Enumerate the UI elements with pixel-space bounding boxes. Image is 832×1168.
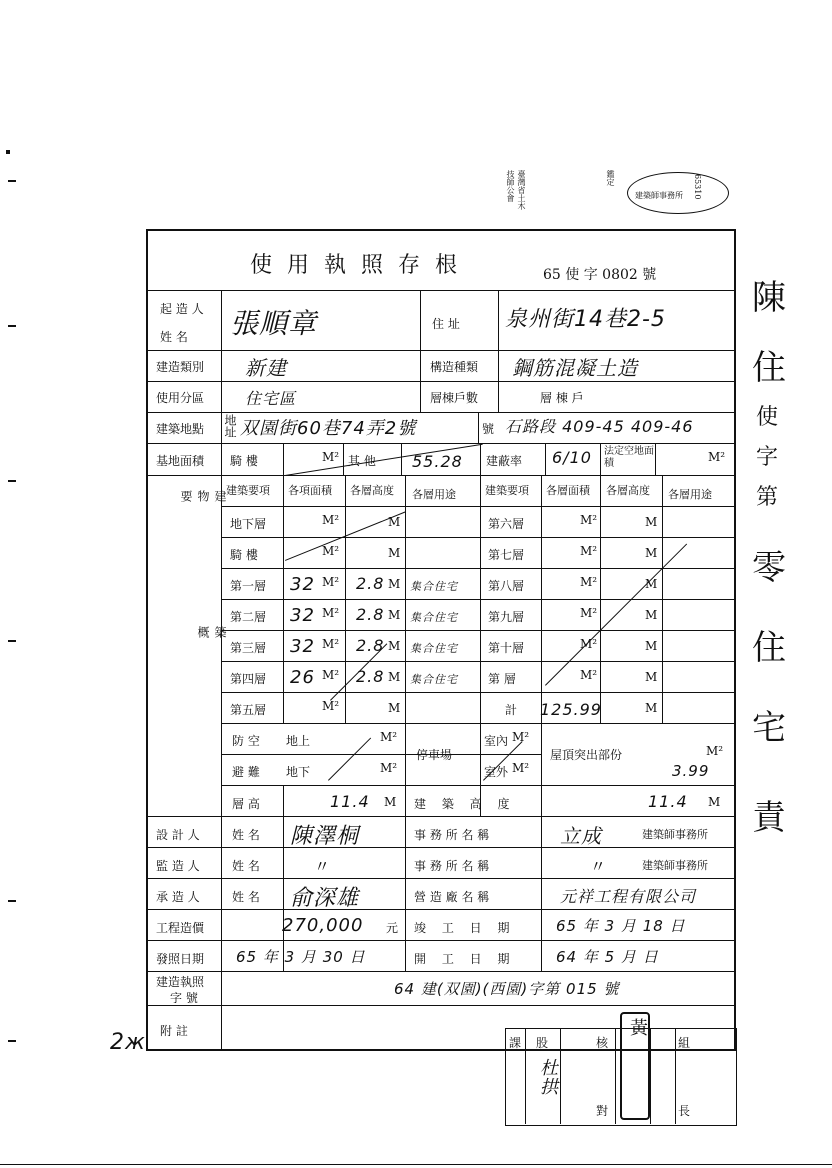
unit-m2: M²	[380, 730, 398, 744]
col-header: 各項面積	[288, 484, 332, 497]
notes-label: 附 註	[160, 1024, 188, 1038]
floor-name: 騎 樓	[230, 548, 258, 562]
rule	[146, 816, 736, 817]
zone-value: 住宅區	[245, 389, 297, 408]
unit-m2: M²	[322, 668, 340, 682]
rule	[221, 630, 736, 631]
unit-m2: M²	[580, 606, 598, 620]
floor-height: 2.8	[356, 667, 385, 686]
office-label: 事 務 所 名 稱	[414, 859, 490, 873]
rule	[221, 723, 736, 724]
unit-m2: M²	[708, 450, 726, 464]
floor-name: 第一層	[230, 579, 267, 593]
floor-name: 第二層	[230, 610, 267, 624]
permit-label-2: 字 號	[170, 991, 198, 1005]
permit-value: 64 建(双園)(西園)字第 015 號	[394, 980, 620, 998]
margin-char: 住	[752, 348, 786, 388]
location-label: 建築地點	[156, 422, 205, 436]
units-value: 層 棟 戶	[540, 391, 584, 405]
rule	[221, 537, 736, 538]
floor-name-right: 第九層	[488, 610, 525, 624]
rule	[498, 290, 499, 381]
floor-name-right: 第十層	[488, 641, 525, 655]
unit-m2: M²	[322, 606, 340, 620]
start-label: 開 工 日 期	[414, 952, 516, 966]
unit-m2: M²	[322, 513, 340, 527]
unit-m2: M²	[322, 637, 340, 651]
margin-char: 陳	[752, 278, 786, 318]
unit-m: M	[645, 701, 658, 715]
form-number: 65 使 字 0802 號	[543, 267, 657, 283]
shelter-label-2: 避 難	[232, 765, 260, 779]
indoor-label: 室內	[484, 734, 509, 748]
unit-m: M	[388, 701, 401, 715]
structure-label: 構造種類	[430, 360, 479, 374]
unit-m2: M²	[512, 730, 530, 744]
location-value: 双園街60巷74弄2號	[240, 418, 417, 439]
unit-m2: M²	[380, 761, 398, 775]
rule	[675, 1028, 676, 1124]
below-label: 地下	[286, 765, 311, 779]
outdoor-label: 室外	[484, 765, 509, 779]
rule	[405, 909, 406, 971]
col-header: 各層高度	[350, 484, 394, 497]
floor-name: 地下層	[230, 517, 267, 531]
rule	[650, 1028, 651, 1124]
area-label: 基地面積	[156, 454, 205, 468]
floor-name-right: 計	[505, 703, 518, 717]
col-header: 建築要項	[226, 484, 270, 497]
stamp-cell: 課	[509, 1036, 522, 1050]
unit-m: M	[388, 546, 401, 560]
rule	[480, 443, 481, 475]
applicant-label-1: 起 造 人	[160, 302, 204, 316]
rule	[146, 909, 736, 910]
rule	[283, 785, 284, 971]
scan-mark	[8, 640, 16, 642]
office-label: 事 務 所 名 稱	[414, 828, 490, 842]
margin-char: 零	[752, 548, 786, 588]
supervisor-name: 〃	[314, 857, 331, 876]
rule	[655, 443, 656, 475]
rule	[146, 847, 736, 848]
unit-m: M	[645, 515, 658, 529]
unit-m: M	[708, 795, 721, 809]
unit-m2: M²	[322, 544, 340, 558]
rule	[545, 443, 546, 475]
unit-m: M	[645, 670, 658, 684]
rule	[480, 475, 481, 816]
cost-label: 工程造價	[156, 921, 205, 935]
rule	[283, 443, 284, 475]
floor-use: 集合住宅	[410, 611, 458, 624]
unit-m2: M²	[580, 544, 598, 558]
floor-use: 集合住宅	[410, 642, 458, 655]
rule	[541, 909, 542, 971]
rule	[615, 1028, 616, 1124]
floor-use: 集合住宅	[410, 673, 458, 686]
floor-name-right: 第八層	[488, 579, 525, 593]
stamp-line-2: 鑑定	[606, 170, 615, 186]
rule	[662, 475, 663, 723]
rule	[146, 381, 736, 382]
rule	[146, 878, 736, 879]
address-label: 住 址	[432, 317, 460, 331]
rule	[221, 692, 736, 693]
rule	[405, 723, 406, 785]
supervisor-office: 〃	[590, 857, 607, 876]
total-value: 125.99	[540, 700, 602, 719]
rule	[498, 381, 499, 412]
form-title: 使 用 執 照 存 根	[250, 253, 461, 278]
unit-m2: M²	[580, 513, 598, 527]
rule	[146, 940, 736, 941]
name-label: 姓 名	[232, 890, 260, 904]
rule	[221, 568, 736, 569]
rule	[541, 475, 542, 785]
stamp-cell: 對	[596, 1104, 609, 1118]
margin-char: 字	[756, 445, 779, 470]
coverage-label: 建蔽率	[486, 454, 523, 468]
rule	[525, 1028, 526, 1124]
unit-m: M	[388, 670, 401, 684]
unit-m2: M²	[322, 699, 340, 713]
stamp-line-1: 臺灣省土木技師公會	[506, 170, 526, 210]
rule	[600, 443, 601, 475]
location-sub: 地址	[223, 414, 237, 438]
header-stamp	[505, 170, 735, 220]
stamp-oval-sub: 建築師事務所	[635, 191, 683, 200]
scan-edge	[0, 1164, 832, 1165]
unit-m: M	[645, 546, 658, 560]
scan-mark	[8, 180, 16, 182]
supervisor-label: 監 造 人	[156, 859, 200, 873]
stamp-oval-number: 65310	[693, 174, 702, 200]
name-label: 姓 名	[232, 859, 260, 873]
building-side-label: 建 築 物 概 要	[179, 490, 227, 698]
unit-m2: M²	[512, 761, 530, 775]
rule	[283, 475, 284, 723]
floor-height-label: 層 高	[232, 797, 260, 811]
stamp-cell: 組	[678, 1036, 691, 1050]
rule	[420, 290, 421, 381]
floor-height-value: 11.4	[330, 792, 370, 811]
unit-m2: M²	[706, 744, 724, 758]
rule	[221, 785, 736, 786]
floor-area: 26	[290, 667, 315, 688]
floor-name-right: 第七層	[488, 548, 525, 562]
designer-name: 陳澤桐	[290, 824, 360, 849]
arcade-label: 騎 樓	[230, 454, 258, 468]
floor-name-right: 第六層	[488, 517, 525, 531]
permit-label-1: 建造執照	[156, 975, 205, 989]
unit-m: M	[388, 639, 401, 653]
lot-value: 石路段 409-45 409-46	[505, 417, 694, 436]
floor-name: 第三層	[230, 641, 267, 655]
contractor-company: 元祥工程有限公司	[560, 887, 697, 906]
rule	[146, 443, 736, 444]
scan-mark	[8, 480, 16, 482]
complete-label: 竣 工 日 期	[414, 921, 516, 935]
stamp-cell: 核	[596, 1036, 609, 1050]
legal-label: 法定空地面積	[604, 446, 654, 469]
rule	[560, 1028, 561, 1124]
roof-value: 3.99	[672, 762, 710, 780]
floor-area: 32	[290, 636, 315, 657]
unit-m2: M²	[580, 637, 598, 651]
start-value: 64 年 5 月 日	[556, 948, 659, 966]
stamp-cell: 股	[536, 1036, 549, 1050]
contractor-label: 承 造 人	[156, 890, 200, 904]
rule	[146, 412, 736, 413]
shelter-label-1: 防 空	[232, 734, 260, 748]
margin-char: 使	[756, 405, 779, 430]
name-label: 姓 名	[232, 828, 260, 842]
applicant-label-2: 姓 名	[160, 330, 188, 344]
floor-area: 32	[290, 605, 315, 626]
cost-unit: 元	[386, 921, 399, 935]
margin-char: 責	[752, 798, 786, 838]
building-height-label: 建 築 高 度	[414, 797, 516, 811]
office-suffix: 建築師事務所	[642, 828, 708, 841]
contractor-name: 俞深雄	[290, 886, 360, 911]
unit-m: M	[388, 577, 401, 591]
building-height-value: 11.4	[648, 792, 688, 811]
office-suffix: 建築師事務所	[642, 859, 708, 872]
rule	[221, 599, 736, 600]
above-label: 地上	[286, 734, 311, 748]
issue-value: 65 年 3 月 30 日	[236, 948, 366, 966]
unit-m2: M²	[322, 575, 340, 589]
scan-mark	[8, 900, 16, 902]
rule	[600, 475, 601, 723]
floor-height: 2.8	[356, 636, 385, 655]
applicant-name: 張順章	[230, 307, 318, 340]
col-header: 各層面積	[546, 484, 590, 497]
margin-char: 住	[752, 628, 786, 668]
unit-m: M	[384, 795, 397, 809]
parking-label: 停車場	[416, 748, 453, 762]
unit-m2: M²	[322, 450, 340, 464]
rule	[405, 785, 406, 909]
category-value: 新建	[245, 356, 287, 380]
zone-label: 使用分區	[156, 391, 205, 405]
unit-m: M	[645, 608, 658, 622]
rule	[478, 412, 479, 443]
floor-name: 第四層	[230, 672, 267, 686]
rule	[401, 443, 402, 475]
rule	[146, 1005, 736, 1006]
rule	[221, 754, 541, 755]
unit-m: M	[388, 515, 401, 529]
rule	[221, 506, 736, 507]
col-header: 各層高度	[606, 484, 650, 497]
rule	[146, 290, 736, 291]
rule	[221, 661, 736, 662]
lot-label: 號	[482, 422, 495, 436]
seal-stamp-name: 黃	[627, 1018, 648, 1036]
rule	[146, 350, 736, 351]
designer-label: 設 計 人	[156, 828, 200, 842]
col-header: 各層用途	[412, 488, 456, 501]
unit-m2: M²	[580, 575, 598, 589]
designer-office: 立成	[560, 824, 602, 848]
rule	[146, 475, 736, 476]
unit-m: M	[645, 639, 658, 653]
floor-height: 2.8	[356, 574, 385, 593]
roof-label: 屋頂突出部份	[550, 748, 623, 762]
unit-m2: M²	[580, 668, 598, 682]
floor-name: 第五層	[230, 703, 267, 717]
stamp-cell: 長	[678, 1104, 691, 1118]
left-signature: 2ж	[110, 1030, 146, 1055]
unit-m: M	[645, 577, 658, 591]
structure-value: 鋼筋混凝土造	[512, 356, 638, 380]
margin-char: 宅	[752, 708, 786, 748]
other-value: 55.28	[412, 452, 463, 471]
other-label: 其 他	[348, 454, 376, 468]
complete-value: 65 年 3 月 18 日	[556, 917, 686, 935]
floor-area: 32	[290, 574, 315, 595]
rule	[420, 381, 421, 412]
col-header: 各層用途	[668, 488, 712, 501]
unit-m: M	[388, 608, 401, 622]
company-label: 營 造 廠 名 稱	[414, 890, 490, 904]
coverage-value: 6/10	[552, 448, 592, 467]
floor-use: 集合住宅	[410, 580, 458, 593]
issue-label: 發照日期	[156, 952, 205, 966]
approval-signature: 杜拱	[537, 1058, 558, 1096]
col-header: 建築要項	[485, 484, 529, 497]
scan-mark	[8, 325, 16, 327]
units-label: 層棟戶數	[430, 391, 479, 405]
category-label: 建造類別	[156, 360, 205, 374]
floor-height: 2.8	[356, 605, 385, 624]
address-value: 泉州街14巷2-5	[505, 307, 666, 332]
rule	[343, 443, 344, 475]
scan-mark	[6, 150, 10, 154]
cost-value: 270,000	[282, 915, 364, 936]
floor-name-right: 第 層	[488, 672, 516, 686]
scan-mark	[8, 1040, 16, 1042]
rule	[146, 971, 736, 972]
margin-char: 第	[756, 485, 779, 510]
